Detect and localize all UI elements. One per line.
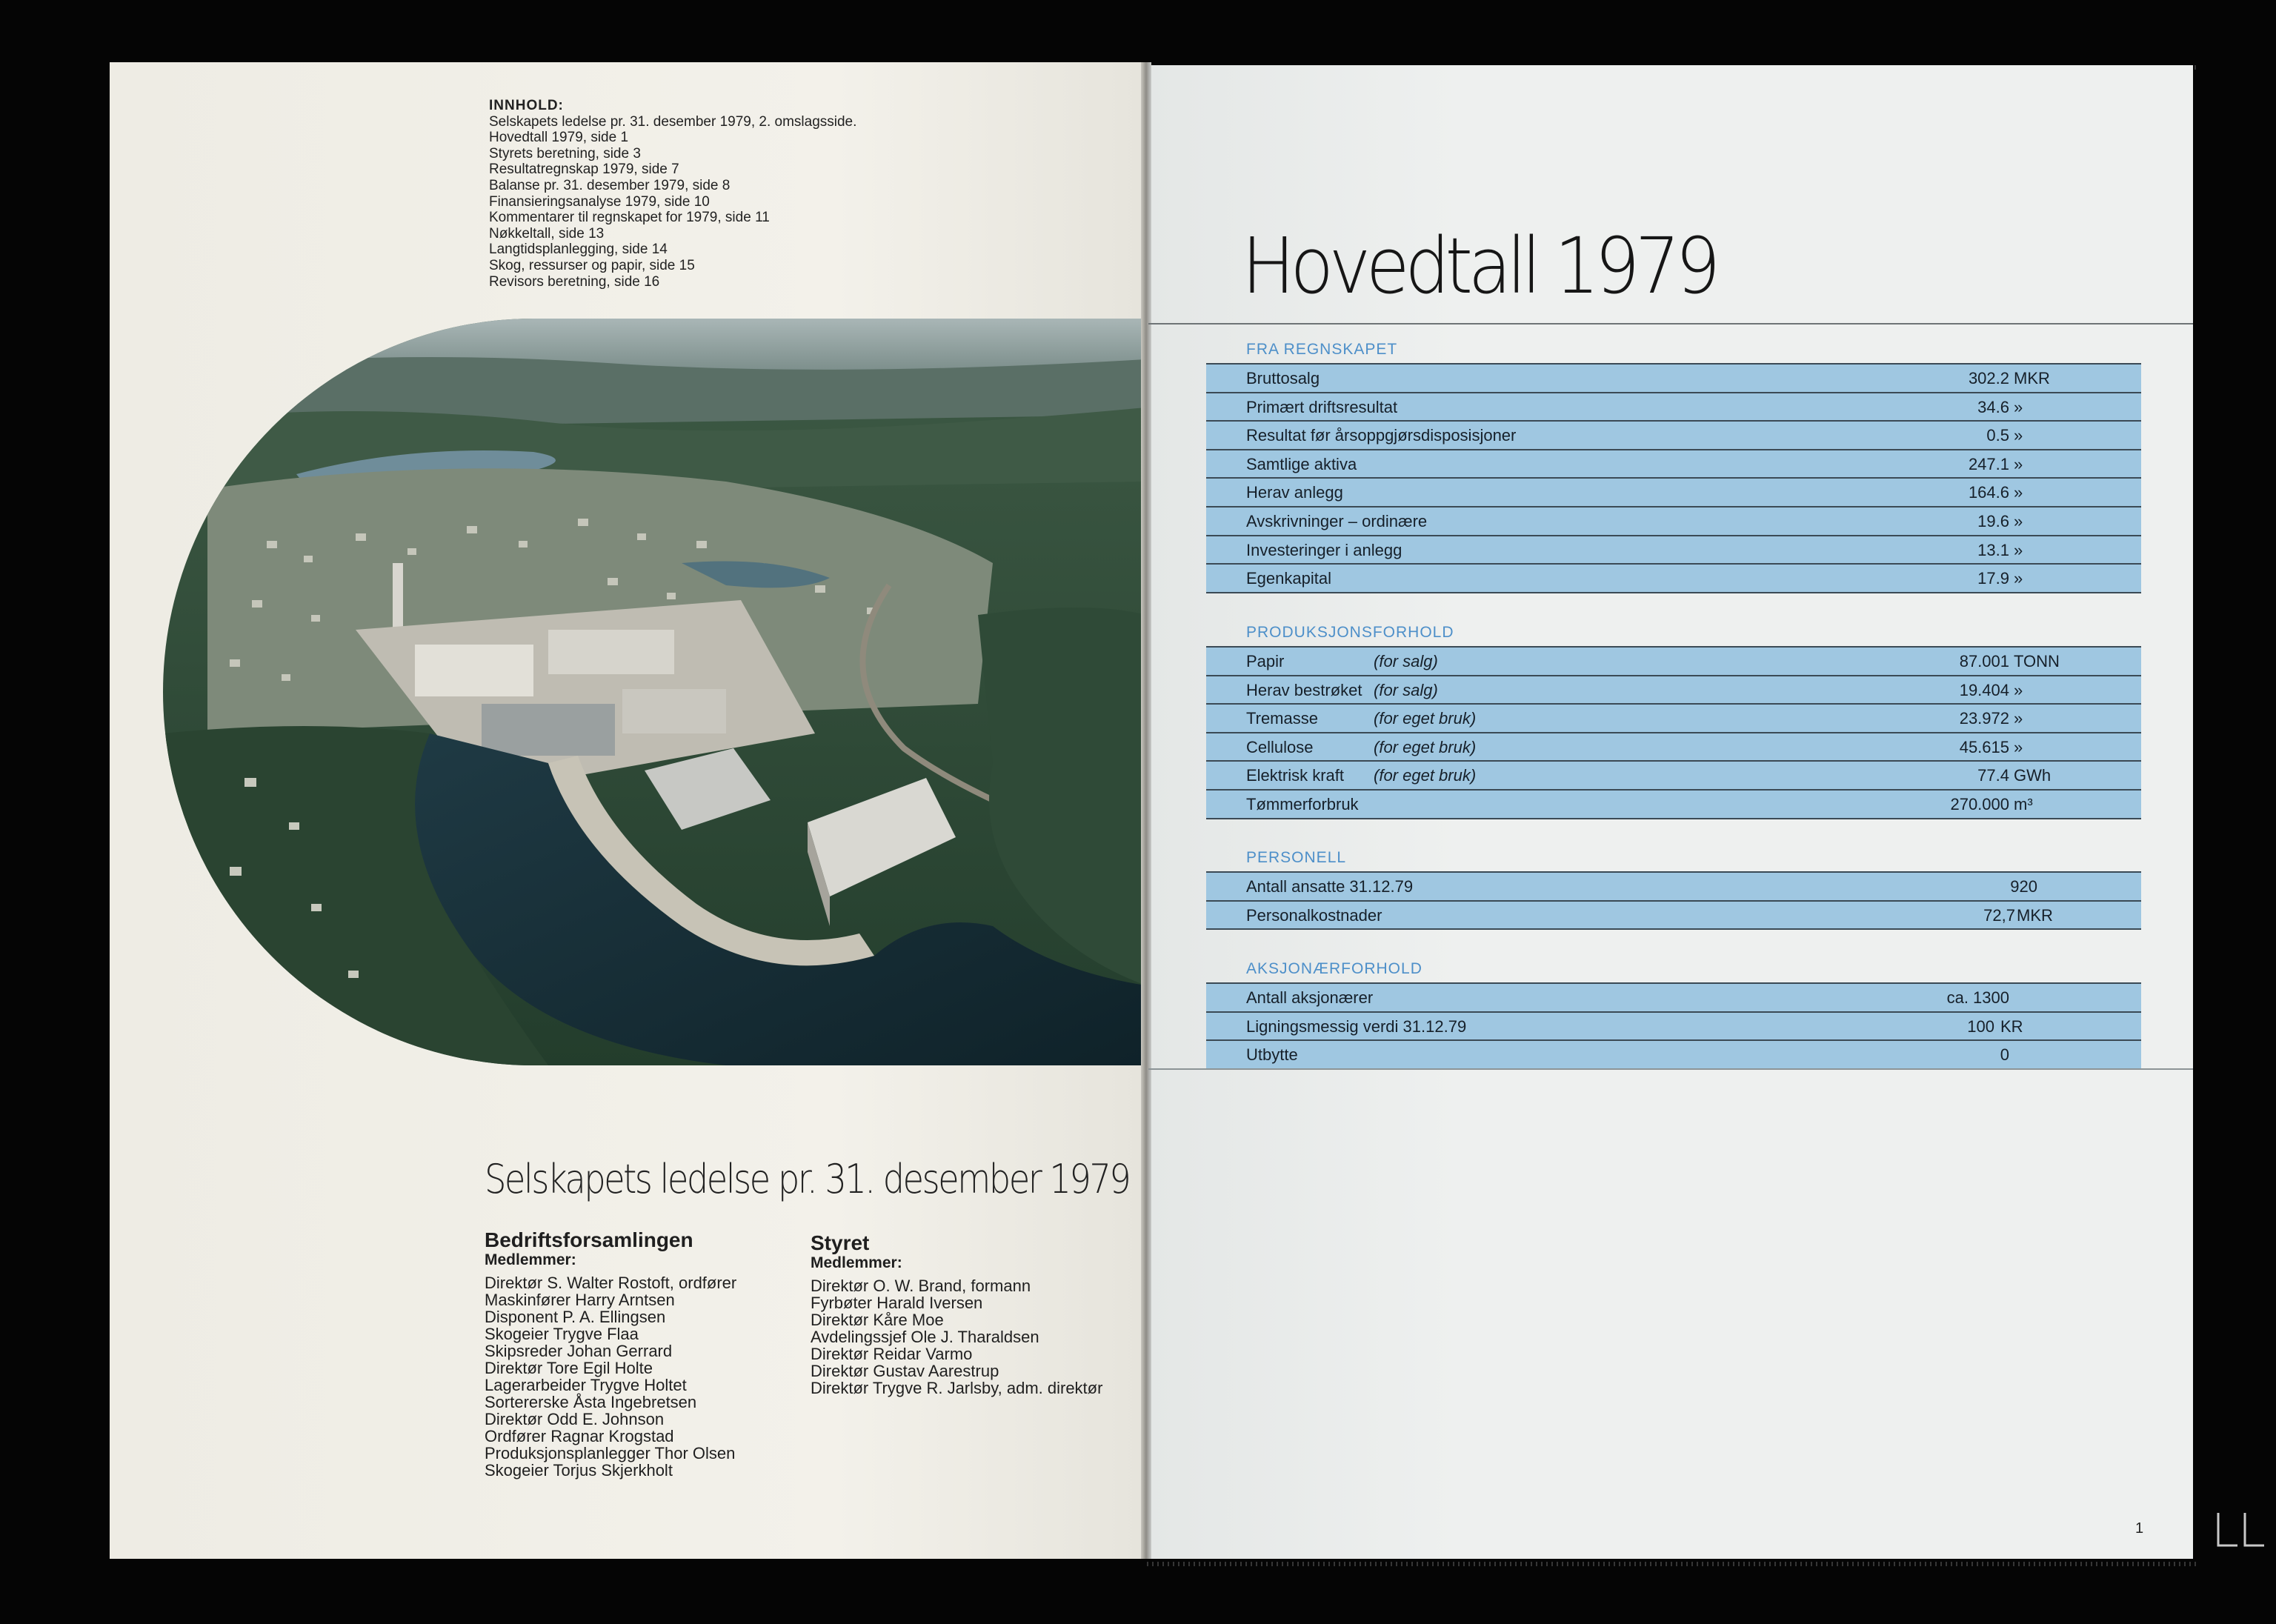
main-title: Hovedtall 1979	[1242, 221, 1716, 311]
table-personell	[1206, 871, 2141, 930]
member-name: Lagerarbeider Trygve Holtet	[485, 1376, 687, 1394]
table-row	[1206, 535, 2141, 564]
bedriftsforsamlingen-heading: Bedriftsforsamlingen	[485, 1228, 693, 1251]
row-value: 247.1	[1968, 454, 2009, 473]
row-unit: TONN	[2014, 652, 2060, 670]
member-name: Direktør S. Walter Rostoft, ordfører	[485, 1274, 737, 1292]
row-label: Primært driftsresultat	[1246, 397, 1398, 416]
row-unit: MKR	[2014, 369, 2050, 387]
row-unit: »	[2014, 680, 2023, 699]
row-label: Egenkapital	[1246, 569, 1331, 588]
row-value: 87.001	[1959, 652, 2009, 670]
toc-item: Hovedtall 1979, side 1	[489, 130, 629, 146]
member-name: Disponent P. A. Ellingsen	[485, 1308, 666, 1326]
row-value: 19.404	[1959, 680, 2009, 699]
table-bottom-rule	[1206, 592, 2141, 593]
row-qualifier: (for salg)	[1374, 652, 1438, 670]
row-unit: »	[2014, 397, 2023, 416]
toc-item: Styrets beretning, side 3	[489, 145, 641, 162]
row-label: Utbytte	[1246, 1045, 1298, 1065]
member-name: Ordfører Ragnar Krogstad	[485, 1427, 674, 1445]
table-row	[1206, 506, 2141, 535]
table-row	[1206, 420, 2141, 449]
toc-item: Kommentarer til regnskapet for 1979, side 11	[489, 210, 770, 226]
row-value: 19.6	[1977, 511, 2009, 530]
toc-item: Langtidsplanlegging, side 14	[489, 242, 668, 258]
member-name: Sortererske Åsta Ingebretsen	[485, 1393, 697, 1411]
scan-edge-mark	[2215, 1508, 2269, 1553]
member-name: Produksjonsplanlegger Thor Olsen	[485, 1444, 736, 1462]
member-name: Skogeier Torjus Skjerkholt	[485, 1461, 673, 1480]
scan-edge-marks-bottom	[1147, 1562, 2199, 1566]
toc-item: Nøkkeltall, side 13	[489, 225, 605, 242]
row-value: 920	[2010, 877, 2037, 896]
table-row	[1206, 363, 2141, 392]
row-value: 13.1	[1977, 540, 2009, 559]
row-label: Antall ansatte 31.12.79	[1246, 877, 1414, 896]
table-row	[1206, 760, 2141, 789]
table-regnskapet	[1206, 363, 2141, 593]
row-value: 34.6	[1977, 397, 2009, 416]
table-row	[1206, 675, 2141, 704]
page-number: 1	[2135, 1520, 2144, 1537]
table-row	[1206, 1039, 2141, 1068]
section-title-aksjonaer: AKSJONÆRFORHOLD	[1246, 960, 1422, 977]
table-aksjonaer	[1206, 982, 2141, 1068]
row-unit: MKR	[2017, 905, 2053, 925]
row-unit: »	[2014, 540, 2023, 559]
row-label: Tømmerforbruk	[1246, 794, 1359, 813]
row-unit: »	[2014, 569, 2023, 588]
row-value: 164.6	[1968, 483, 2009, 502]
table-row	[1206, 871, 2141, 900]
row-qualifier: (for eget bruk)	[1374, 737, 1477, 756]
row-label: Cellulose	[1246, 737, 1314, 756]
row-unit: »	[2014, 737, 2023, 756]
toc-item: Resultatregnskap 1979, side 7	[489, 162, 679, 178]
row-value: 77.4	[1977, 766, 2009, 785]
bedriftsforsamlingen-subheading: Medlemmer:	[485, 1251, 576, 1268]
table-bottom-rule	[1206, 818, 2141, 819]
row-value: 23.972	[1959, 709, 2009, 728]
row-label: Herav anlegg	[1246, 483, 1343, 502]
member-name: Direktør Gustav Aarestrup	[811, 1362, 999, 1380]
row-label: Ligningsmessig verdi 31.12.79	[1246, 1016, 1467, 1036]
row-qualifier: (for eget bruk)	[1374, 766, 1477, 785]
row-label: Bruttosalg	[1246, 369, 1320, 387]
row-value: 302.2	[1968, 369, 2009, 387]
section-title-personell: PERSONELL	[1246, 849, 1347, 866]
title-rule	[1148, 323, 2193, 325]
toc-item: Revisors beretning, side 16	[489, 273, 660, 290]
row-value: 72,7	[1983, 905, 2015, 925]
row-label: Investeringer i anlegg	[1246, 540, 1402, 559]
row-value: 270.000	[1950, 794, 2009, 813]
member-name: Direktør Trygve R. Jarlsby, adm. direktør	[811, 1379, 1103, 1397]
member-name: Maskinfører Harry Arntsen	[485, 1291, 675, 1309]
row-value: 0	[2000, 1045, 2009, 1065]
table-row	[1206, 477, 2141, 506]
management-title: Selskapets ledelse pr. 31. desember 1979	[485, 1156, 1130, 1202]
table-row	[1206, 392, 2141, 421]
bedriftsforsamlingen-column	[485, 1228, 737, 1480]
row-unit: »	[2014, 426, 2023, 445]
row-label: Herav bestrøket	[1246, 680, 1362, 699]
table-row	[1206, 789, 2141, 818]
table-row	[1206, 982, 2141, 1011]
row-unit: m³	[2014, 794, 2033, 813]
member-name: Skipsreder Johan Gerrard	[485, 1342, 673, 1360]
table-bottom-rule	[1206, 928, 2141, 930]
row-label: Tremasse	[1246, 709, 1318, 728]
row-label: Avskrivninger – ordinære	[1246, 511, 1428, 530]
table-row	[1206, 1011, 2141, 1040]
row-value: ca. 1300	[1946, 988, 2009, 1007]
table-row	[1206, 646, 2141, 675]
styret-column	[811, 1231, 1103, 1397]
table-of-contents	[489, 98, 856, 290]
member-name: Direktør Kåre Moe	[811, 1311, 944, 1329]
toc-title: INNHOLD:	[489, 98, 564, 113]
member-name: Direktør Reidar Varmo	[811, 1345, 973, 1363]
row-unit: »	[2014, 454, 2023, 473]
row-unit: »	[2014, 709, 2023, 728]
member-name: Direktør O. W. Brand, formann	[811, 1277, 1031, 1295]
row-label: Papir	[1246, 652, 1285, 670]
member-name: Skogeier Trygve Flaa	[485, 1325, 639, 1343]
member-name: Avdelingssjef Ole J. Tharaldsen	[811, 1328, 1039, 1346]
aerial-photo-mill	[163, 319, 1145, 1065]
row-unit: GWh	[2014, 766, 2052, 785]
row-label: Resultat før årsoppgjørsdisposisjoner	[1246, 426, 1517, 445]
styret-heading: Styret	[811, 1231, 870, 1254]
row-label: Elektrisk kraft	[1246, 766, 1345, 785]
row-qualifier: (for salg)	[1374, 680, 1438, 699]
section-title-produksjon: PRODUKSJONSFORHOLD	[1246, 624, 1454, 641]
row-label: Personalkostnader	[1246, 905, 1382, 925]
toc-item: Skog, ressurser og papir, side 15	[489, 257, 695, 273]
member-name: Direktør Odd E. Johnson	[485, 1410, 665, 1428]
row-value: 17.9	[1977, 569, 2009, 588]
table-row	[1206, 703, 2141, 732]
toc-item: Finansieringsanalyse 1979, side 10	[489, 193, 710, 210]
section-title-regnskapet: FRA REGNSKAPET	[1246, 341, 1398, 358]
styret-subheading: Medlemmer:	[811, 1254, 902, 1271]
row-value: 100	[1967, 1016, 1994, 1036]
row-label: Antall aksjonærer	[1246, 988, 1374, 1007]
row-value: 0.5	[1986, 426, 2009, 445]
table-produksjon	[1206, 646, 2141, 819]
member-name: Fyrbøter Harald Iversen	[811, 1294, 983, 1312]
book-spine	[1141, 62, 1151, 1559]
table-row	[1206, 732, 2141, 761]
table-row	[1206, 563, 2141, 592]
table-row	[1206, 900, 2141, 929]
row-label: Samtlige aktiva	[1246, 454, 1357, 473]
table-end-rule	[1148, 1068, 2193, 1070]
row-unit: »	[2014, 483, 2023, 502]
toc-item: Selskapets ledelse pr. 31. desember 1979, 2. omslagsside.	[489, 113, 857, 130]
row-unit: KR	[2000, 1016, 2023, 1036]
toc-item: Balanse pr. 31. desember 1979, side 8	[489, 177, 731, 193]
row-value: 45.615	[1959, 737, 2009, 756]
table-row	[1206, 449, 2141, 478]
row-qualifier: (for eget bruk)	[1374, 709, 1477, 728]
member-name: Direktør Tore Egil Holte	[485, 1359, 653, 1377]
row-unit: »	[2014, 511, 2023, 530]
